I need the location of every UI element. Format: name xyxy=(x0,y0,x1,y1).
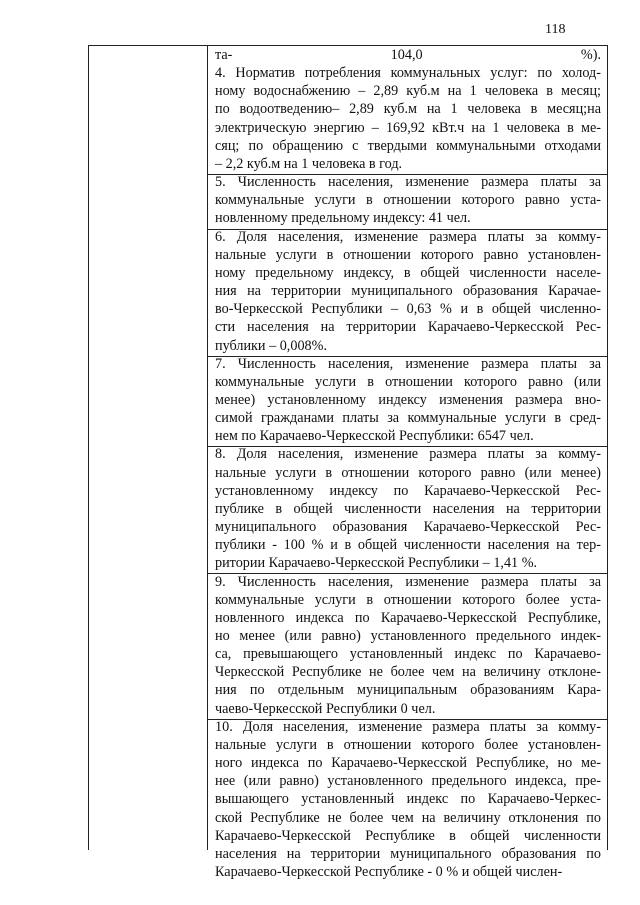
text-line: Черкесской Республике не более чем на величину отклоне- xyxy=(215,664,601,681)
text-line: ния на территории муниципального образования Карачае- xyxy=(215,283,601,300)
text-line: 7. Численность населения, изменение размера платы за xyxy=(215,355,601,372)
text-line: 6. Доля населения, изменение размера платы за комму- xyxy=(215,228,601,245)
text-line: са, превышающего установленный индекс по Карачаево- xyxy=(215,646,601,663)
list-item xyxy=(215,173,601,227)
text-line: ному предельному индексу, в общей численности населе- xyxy=(215,264,601,281)
text-line: публике в общей численности населения на территории xyxy=(215,500,601,517)
text-line: 10. Доля населения, изменение размера платы за комму- xyxy=(215,718,601,735)
text-line: чаево-Черкесской Республики 0 чел. xyxy=(215,700,436,717)
text-line: установленному индексу по Карачаево-Черкесской Рес- xyxy=(215,482,601,499)
document-table xyxy=(88,45,608,881)
text-line: по водоотведению– 2,89 куб.м на 1 человека в месяц;на xyxy=(215,101,601,118)
text-line: симой гражданами платы за коммунальные услуги в сред- xyxy=(215,410,601,427)
text-line: во-Черкесской Республики – 0,63 % и в общей численно- xyxy=(215,301,601,318)
text-line: Карачаево-Черкесской Республике - 0 % и общей числен- xyxy=(215,864,563,881)
text-line: – 2,2 куб.м на 1 человека в год. xyxy=(215,155,403,172)
text-line: вышающего установленный индекс по Карачаево-Черкес- xyxy=(215,791,601,808)
text-line: коммунальные услуги в отношении которого более уста- xyxy=(215,591,601,608)
text-line: та- 104,0 %). xyxy=(215,47,601,63)
text-line: новленного индекса по Карачаево-Черкесской Республике, xyxy=(215,609,601,626)
text-line: 5. Численность населения, изменение размера платы за xyxy=(215,174,601,191)
page-number: 118 xyxy=(545,22,566,37)
text-line: электрическую энергию – 169,92 кВт.ч на 1 человека в ме- xyxy=(215,119,601,136)
text-line: публики – 0,008%. xyxy=(215,337,327,354)
list-item xyxy=(215,573,601,718)
text-line: менее) установленному индексу изменения размера вно- xyxy=(215,391,601,408)
text-line: Карачаево-Черкесской Республике в общей численности xyxy=(215,827,601,844)
list-item xyxy=(215,718,601,881)
column-divider xyxy=(207,46,208,850)
text-line: коммунальные услуги в отношении которого равно (или xyxy=(215,373,601,390)
text-line: 8. Доля населения, изменение размера платы за комму- xyxy=(215,446,601,463)
text-line: муниципального образования Карачаево-Черкесской Рес- xyxy=(215,519,601,536)
text-line: сяц; по обращению с твердыми коммунальными отходами xyxy=(215,137,601,154)
text-line: но менее (или равно) установленного предельного индек- xyxy=(215,628,601,644)
table-content-column xyxy=(215,46,601,881)
text-line: публики - 100 % и в общей численности населения на тер- xyxy=(215,537,601,554)
text-line: новленному предельному индексу: 41 чел. xyxy=(215,210,471,227)
text-line: ного индекса по Карачаево-Черкесской Республике, но ме- xyxy=(215,755,601,772)
text-line: 4. Норматив потребления коммунальных услуг: по холод- xyxy=(215,65,601,82)
list-item xyxy=(215,228,601,355)
text-line: нем по Карачаево-Черкесской Республики: 6547 чел. xyxy=(215,428,534,445)
text-line: ской Республике не более чем на величину отклонения по xyxy=(215,809,601,826)
text-line: коммунальные услуги в отношении которого равно уста- xyxy=(215,192,601,209)
text-line: нальные услуги в отношении которого более установлен- xyxy=(215,736,601,753)
text-line: нальные услуги в отношении которого равно установлен- xyxy=(215,246,601,263)
list-item xyxy=(215,46,601,173)
text-line: нее (или равно) установленного предельного индекса, пре- xyxy=(215,773,601,790)
text-line: населения на территории муниципального образования по xyxy=(215,845,601,862)
text-line: ному водоснабжению – 2,89 куб.м на 1 человека в месяц; xyxy=(215,83,601,100)
list-item xyxy=(215,445,601,572)
text-line: нальные услуги в отношении которого равно (или менее) xyxy=(215,464,601,481)
text-line: ритории Карачаево-Черкесской Республики – 1,41 %. xyxy=(215,555,538,572)
text-line: ния по отдельным муниципальным образованиям Кара- xyxy=(215,682,601,699)
text-line: 9. Численность населения, изменение размера платы за xyxy=(215,573,601,590)
list-item xyxy=(215,355,601,446)
text-line: сти населения на территории Карачаево-Черкесской Рес- xyxy=(215,319,601,336)
